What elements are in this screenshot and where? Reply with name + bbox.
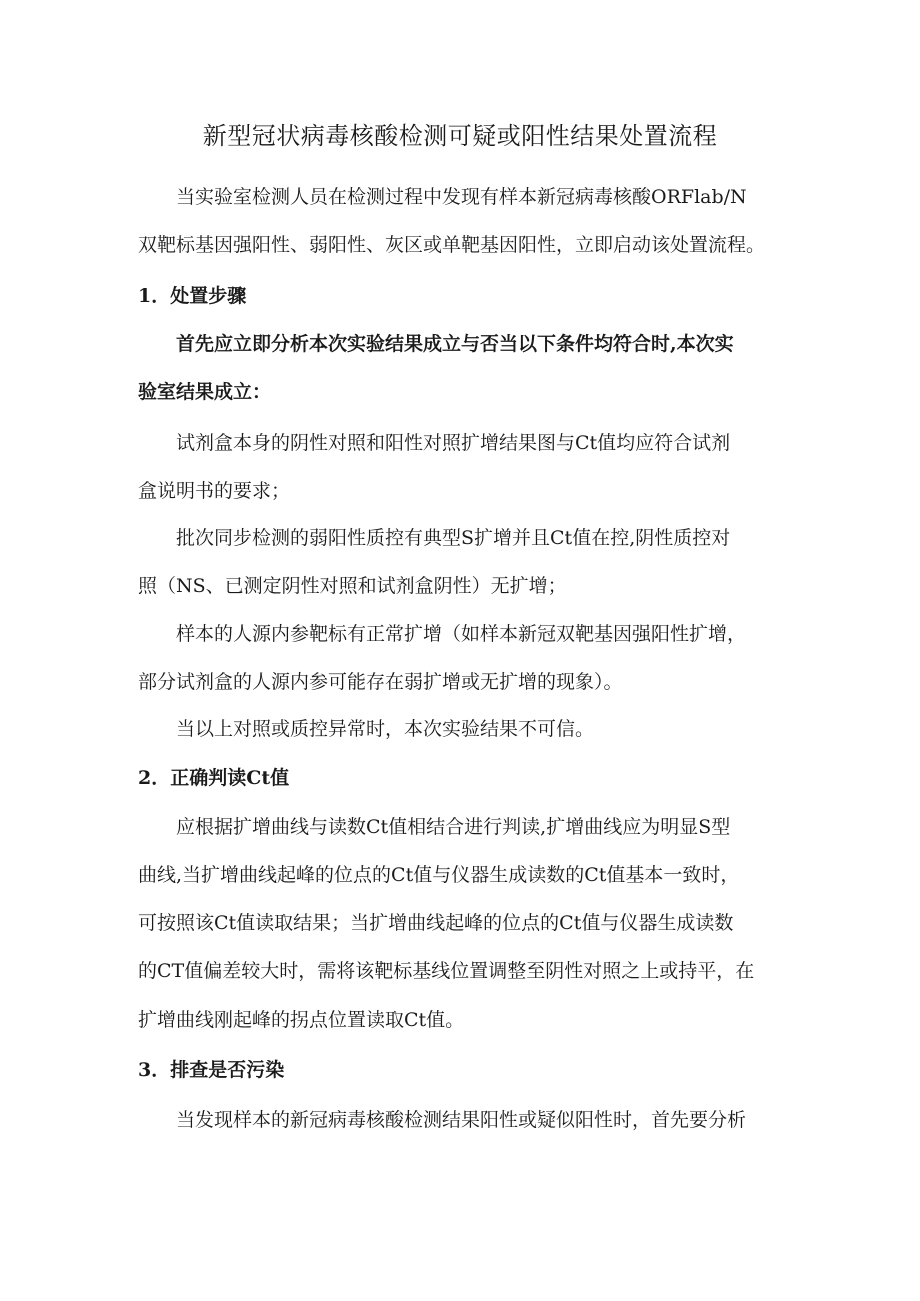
- intro-line-1: 当实验室检测人员在检测过程中发现有样本新冠病毒核酸ORFlab/N: [176, 186, 747, 208]
- condition-3-line-2: 部分试剂盒的人源内参可能存在弱扩增或无扩增的现象）。: [138, 671, 623, 693]
- section-1-lead-line-2: 验室结果成立：: [138, 381, 272, 403]
- section-1-heading: 1．处置步骤: [138, 285, 247, 307]
- section-2-line-1: 应根据扩增曲线与读数Ct值相结合进行判读,扩增曲线应为明显S型: [176, 816, 731, 838]
- section-2-line-4: 的CT值偏差较大时，需将该靶标基线位置调整至阴性对照之上或持平，在: [138, 960, 755, 982]
- intro-line-2: 双靶标基因强阳性、弱阳性、灰区或单靶基因阳性，立即启动该处置流程。: [138, 234, 766, 256]
- section-2-line-3: 可按照该Ct值读取结果；当扩增曲线起峰的位点的Ct值与仪器生成读数: [138, 912, 734, 934]
- condition-2-line-2: 照（NS、已测定阴性对照和试剂盒阴性）无扩增；: [138, 575, 567, 597]
- section-3-line-1: 当发现样本的新冠病毒核酸检测结果阳性或疑似阳性时，首先要分析: [176, 1109, 747, 1131]
- section-2-heading: 2．正确判读Ct值: [138, 767, 290, 789]
- section-3-heading: 3．排查是否污染: [138, 1059, 285, 1081]
- condition-1-line-1: 试剂盒本身的阴性对照和阳性对照扩增结果图与Ct值均应符合试剂: [176, 432, 731, 454]
- section-1-lead-line-1: 首先应立即分析本次实验结果成立与否当以下条件均符合时,本次实: [176, 333, 734, 355]
- document-title: 新型冠状病毒核酸检测可疑或阳性结果处置流程: [202, 122, 718, 150]
- condition-1-line-2: 盒说明书的要求；: [138, 480, 291, 502]
- condition-2-line-1: 批次同步检测的弱阳性质控有典型S扩增并且Ct值在控,阴性质控对: [176, 527, 731, 549]
- section-2-line-2: 曲线,当扩增曲线起峰的位点的Ct值与仪器生成读数的Ct值基本一致时，: [138, 864, 740, 886]
- section-2-line-5: 扩增曲线刚起峰的拐点位置读取Ct值。: [138, 1009, 465, 1031]
- section-1-note: 当以上对照或质控异常时，本次实验结果不可信。: [176, 718, 595, 740]
- condition-3-line-1: 样本的人源内参靶标有正常扩增（如样本新冠双靶基因强阳性扩增，: [176, 623, 747, 645]
